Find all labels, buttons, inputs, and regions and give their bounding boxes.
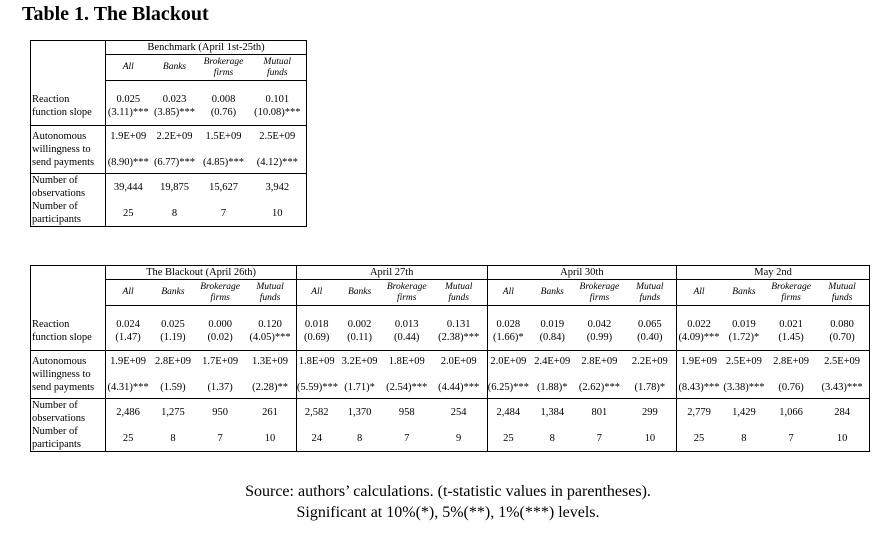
period-header-1: April 27th: [296, 266, 487, 280]
row-label-reaction: Reaction: [31, 81, 106, 106]
slope-0-brokerage: 0.000: [208, 318, 232, 330]
part-1-brokerage: 7: [383, 425, 431, 452]
bench-auto-all: 1.9E+09 (8.90)***: [106, 126, 151, 174]
row-label-observations: Number of observations: [31, 399, 106, 426]
period-header-0: The Blackout (April 26th): [106, 266, 297, 280]
slope-1-mutual: 0.131: [431, 306, 487, 331]
auto-0-banks: 2.8E+09 (1.59): [150, 351, 196, 399]
benchmark-header: Benchmark (April 1st-25th): [106, 41, 307, 55]
slope-t-1-banks: (0.11): [337, 331, 383, 351]
part-0-all: 25: [106, 425, 150, 452]
row-label-observations: Number of observations: [31, 174, 106, 201]
period-header-3: May 2nd: [677, 266, 870, 280]
slope-t-0-brokerage: (0.02): [196, 331, 244, 351]
auto-3-mutual: 2.5E+09 (3.43)***: [815, 351, 869, 399]
bench-part-all: 25: [106, 200, 151, 227]
obs-2-brokerage: 801: [591, 406, 608, 418]
slope-t-3-banks: (1.72)*: [721, 331, 767, 351]
slope-2-mutual: 0.065: [623, 306, 676, 331]
row-label-autonomous: Autonomous willingness to send payments: [31, 351, 106, 399]
bench-slope-brokerage: 0.008: [211, 93, 236, 105]
period-header-2: April 30th: [487, 266, 677, 280]
col-all: All: [106, 55, 151, 81]
col-all: All: [487, 280, 529, 306]
slope-3-banks: 0.019: [732, 318, 756, 330]
obs-0-all: 2,486: [116, 406, 140, 418]
part-2-brokerage: 7: [575, 425, 623, 452]
slope-2-all: 0.028: [496, 318, 521, 330]
row-label-participants: Number of participants: [31, 425, 106, 452]
col-brokerage: Brokerage firms: [196, 280, 244, 306]
auto-1-mutual: 2.0E+09 (4.44)***: [431, 351, 487, 399]
obs-0-brokerage: 950: [212, 406, 228, 418]
slope-2-brokerage: 0.042: [587, 318, 612, 330]
slope-1-banks: 0.002: [347, 318, 372, 330]
slope-1-all: 0.018: [304, 318, 329, 330]
auto-3-all: 1.9E+09 (8.43)***: [677, 351, 721, 399]
col-brokerage: Brokerage firms: [199, 55, 249, 81]
significance-note: Significant at 10%(*), 5%(**), 1%(***) levels.: [296, 504, 600, 521]
col-brokerage: Brokerage firms: [767, 280, 815, 306]
col-banks: Banks: [721, 280, 767, 306]
col-all: All: [296, 280, 336, 306]
slope-1-brokerage: 0.013: [394, 318, 419, 330]
slope-0-banks: 0.025: [161, 318, 185, 330]
slope-t-2-all: (1.66)*: [487, 331, 529, 351]
bench-slope-mutual: 0.101: [249, 81, 307, 106]
obs-1-mutual: 254: [431, 399, 487, 426]
auto-3-brokerage: 2.8E+09 (0.76): [767, 351, 815, 399]
col-banks: Banks: [529, 280, 575, 306]
col-all: All: [106, 280, 150, 306]
slope-3-mutual: 0.080: [815, 306, 869, 331]
col-banks: Banks: [150, 280, 196, 306]
table-title: Table 1. The Blackout: [22, 3, 209, 25]
obs-1-brokerage: 958: [398, 406, 415, 418]
slope-t-2-mutual: (0.40): [623, 331, 676, 351]
part-2-mutual: 10: [623, 425, 676, 452]
part-1-all: 24: [296, 425, 336, 452]
bench-slope-banks: 0.023: [162, 93, 187, 105]
row-label-autonomous: Autonomous willingness to send payments: [31, 126, 106, 174]
obs-2-all: 2,484: [496, 406, 521, 418]
part-2-banks: 8: [529, 425, 575, 452]
col-all: All: [677, 280, 721, 306]
col-banks: Banks: [337, 280, 383, 306]
obs-2-banks: 1,384: [540, 406, 565, 418]
corner-cell: [31, 41, 106, 81]
col-mutual: Mutual funds: [244, 280, 296, 306]
row-label-participants: Number of participants: [31, 200, 106, 227]
slope-0-all: 0.024: [116, 318, 140, 330]
col-mutual: Mutual funds: [249, 55, 307, 81]
obs-0-banks: 1,275: [161, 406, 185, 418]
auto-2-all: 2.0E+09 (6.25)***: [487, 351, 529, 399]
corner-cell: [31, 266, 106, 306]
bench-obs-brokerage: 15,627: [209, 181, 238, 193]
auto-1-brokerage: 1.8E+09 (2.54)***: [383, 351, 431, 399]
bench-auto-mutual: 2.5E+09 (4.12)***: [249, 126, 307, 174]
part-1-banks: 8: [337, 425, 383, 452]
bench-obs-banks: 19,875: [160, 181, 189, 193]
part-0-mutual: 10: [244, 425, 296, 452]
obs-3-banks: 1,429: [732, 406, 756, 418]
obs-3-all: 2,779: [687, 406, 711, 418]
auto-0-brokerage: 1.7E+09 (1.37): [196, 351, 244, 399]
periods-table: [30, 265, 870, 452]
slope-t-3-mutual: (0.70): [815, 331, 869, 351]
slope-3-brokerage: 0.021: [779, 318, 803, 330]
part-3-mutual: 10: [815, 425, 869, 452]
slope-t-1-brokerage: (0.44): [383, 331, 431, 351]
bench-slope-t-mutual: (10.08)***: [249, 106, 307, 126]
obs-0-mutual: 261: [244, 399, 296, 426]
part-3-banks: 8: [721, 425, 767, 452]
slope-t-3-brokerage: (1.45): [767, 331, 815, 351]
bench-part-brokerage: 7: [199, 200, 249, 227]
obs-3-mutual: 284: [815, 399, 869, 426]
col-mutual: Mutual funds: [431, 280, 487, 306]
slope-2-banks: 0.019: [540, 318, 565, 330]
bench-part-banks: 8: [151, 200, 199, 227]
auto-0-mutual: 1.3E+09 (2.28)**: [244, 351, 296, 399]
col-mutual: Mutual funds: [623, 280, 676, 306]
col-mutual: Mutual funds: [815, 280, 869, 306]
slope-t-3-all: (4.09)***: [677, 331, 721, 351]
auto-2-banks: 2.4E+09 (1.88)*: [529, 351, 575, 399]
auto-1-all: 1.8E+09 (5.59)***: [296, 351, 336, 399]
row-label-reaction-2: function slope: [31, 106, 106, 126]
part-2-all: 25: [487, 425, 529, 452]
obs-2-mutual: 299: [623, 399, 676, 426]
auto-1-banks: 3.2E+09 (1.71)*: [337, 351, 383, 399]
col-banks: Banks: [151, 55, 199, 81]
slope-t-2-brokerage: (0.99): [575, 331, 623, 351]
slope-t-1-all: (0.69): [296, 331, 336, 351]
row-label-reaction: Reaction: [31, 306, 106, 331]
obs-3-brokerage: 1,066: [779, 406, 803, 418]
bench-auto-brokerage: 1.5E+09 (4.85)***: [199, 126, 249, 174]
auto-2-mutual: 2.2E+09 (1.78)*: [623, 351, 676, 399]
bench-slope-t-banks: (3.85)***: [151, 106, 199, 126]
auto-2-brokerage: 2.8E+09 (2.62)***: [575, 351, 623, 399]
slope-3-all: 0.022: [687, 318, 711, 330]
auto-0-all: 1.9E+09 (4.31)***: [106, 351, 150, 399]
row-label-reaction-2: function slope: [31, 331, 106, 351]
obs-1-all: 2,582: [304, 406, 329, 418]
col-brokerage: Brokerage firms: [575, 280, 623, 306]
source-note: Source: authors’ calculations. (t-statistic values in parentheses).: [245, 483, 651, 500]
bench-slope-t-all: (3.11)***: [106, 106, 151, 126]
bench-obs-mutual: 3,942: [249, 174, 307, 201]
slope-t-0-mutual: (4.05)***: [244, 331, 296, 351]
bench-slope-t-brokerage: (0.76): [199, 106, 249, 126]
slope-0-mutual: 0.120: [244, 306, 296, 331]
bench-auto-banks: 2.2E+09 (6.77)***: [151, 126, 199, 174]
auto-3-banks: 2.5E+09 (3.38)***: [721, 351, 767, 399]
slope-t-2-banks: (0.84): [529, 331, 575, 351]
bench-obs-all: 39,444: [113, 181, 143, 193]
part-3-all: 25: [677, 425, 721, 452]
slope-t-1-mutual: (2.38)***: [431, 331, 487, 351]
part-0-banks: 8: [150, 425, 196, 452]
col-brokerage: Brokerage firms: [383, 280, 431, 306]
benchmark-table: [30, 40, 307, 227]
slope-t-0-banks: (1.19): [150, 331, 196, 351]
bench-slope-all: 0.025: [116, 93, 141, 105]
obs-1-banks: 1,370: [347, 406, 372, 418]
part-1-mutual: 9: [431, 425, 487, 452]
bench-part-mutual: 10: [249, 200, 307, 227]
slope-t-0-all: (1.47): [106, 331, 150, 351]
part-0-brokerage: 7: [196, 425, 244, 452]
part-3-brokerage: 7: [767, 425, 815, 452]
